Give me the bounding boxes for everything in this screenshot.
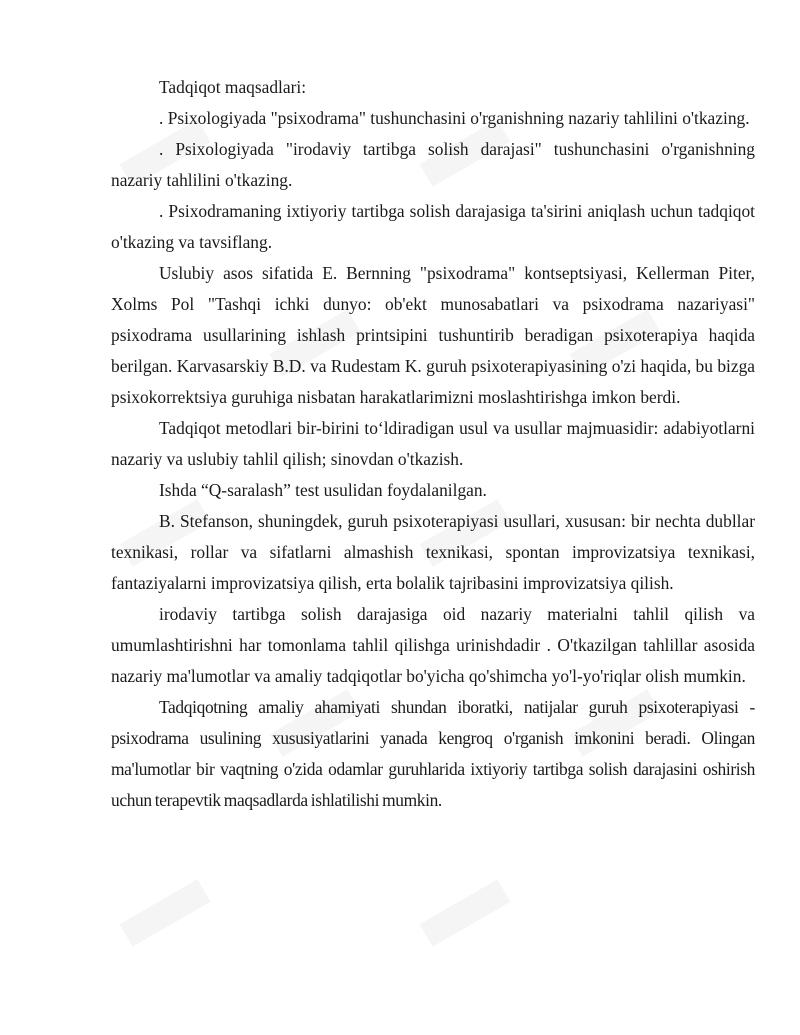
- paragraph-research-methods: Tadqiqot metodlari bir-birini to‘ldiradigan usul va usullar majmuasidir: adabiyotlarni nazariy va uslubiy tahlil qilish; sinovdan o'tkazish.: [111, 418, 755, 469]
- paragraph-research-goals-heading: Tadqiqot maqsadlari:: [159, 77, 307, 97]
- paragraph-group-therapy-techniques: B. Stefanson, shuningdek, guruh psixoterapiyasi usullari, xususan: bir nechta dubllar texnikasi, rollar va sifatlarni almashish texnikasi, spontan improvizatsiya texnikasi, fantaziyalarni improvizatsiya qilish, erta bolalik tajribasini improvizatsiya qilish.: [111, 511, 755, 593]
- paragraph-theoretical-analysis: irodaviy tartibga solish darajasiga oid nazariy materialni tahlil qilish va umumlashtirishni har tomonlama tahlil qilishga urinishdadir . O'tkazilgan tahlillar asosida nazariy ma'lumotlar va amaliy tadqiqotlar bo'yicha qo'shimcha yo'l-yo'riqlar olish mumkin.: [111, 604, 755, 686]
- paragraph-methodological-basis: Uslubiy asos sifatida E. Bernning "psixodrama" kontseptsiyasi, Kellerman Piter, Xolms Pol "Tashqi ichki dunyo: ob'ekt munosabatlari va psixodrama nazariyasi" psixodrama usullarining ishlash printsipini tushuntirib beradigan psixoterapiya haqida berilgan. Karvasarskiy B.D. va Rudestam K. guruh psixoterapiyasining o'zi haqida, bu bizga psixokorrektsiya guruhiga nisbatan harakatlarimizni moslashtirishga imkon berdi.: [111, 263, 755, 407]
- document-body: [111, 72, 755, 816]
- paragraph-goal-psychodrama-analysis: . Psixologiyada "psixodrama" tushunchasini o'rganishning nazariy tahlilini o'tkazing.: [159, 108, 750, 128]
- paragraph-goal-research-description: . Psixodramaning ixtiyoriy tartibga solish darajasiga ta'sirini aniqlash uchun tadqiqot o'tkazing va tavsiflang.: [111, 201, 755, 252]
- paragraph-q-sort-test: Ishda “Q-saralash” test usulidan foydalanilgan.: [159, 480, 487, 500]
- paragraph-practical-significance: Tadqiqotning amaliy ahamiyati shundan iboratki, natijalar guruh psixoterapiyasi - psixodrama usulining xususiyatlarini yanada kengroq o'rganish imkonini beradi. Olingan ma'lumotlar bir vaqtning o'zida odamlar guruhlarida ixtiyoriy tartibga solish darajasini oshirish uchun terapevtik maqsadlarda ishlatilishi mumkin.: [111, 697, 755, 810]
- paragraph-goal-volitional-regulation-analysis: . Psixologiyada "irodaviy tartibga solish darajasi" tushunchasini o'rganishning nazariy tahlilini o'tkazing.: [111, 139, 755, 190]
